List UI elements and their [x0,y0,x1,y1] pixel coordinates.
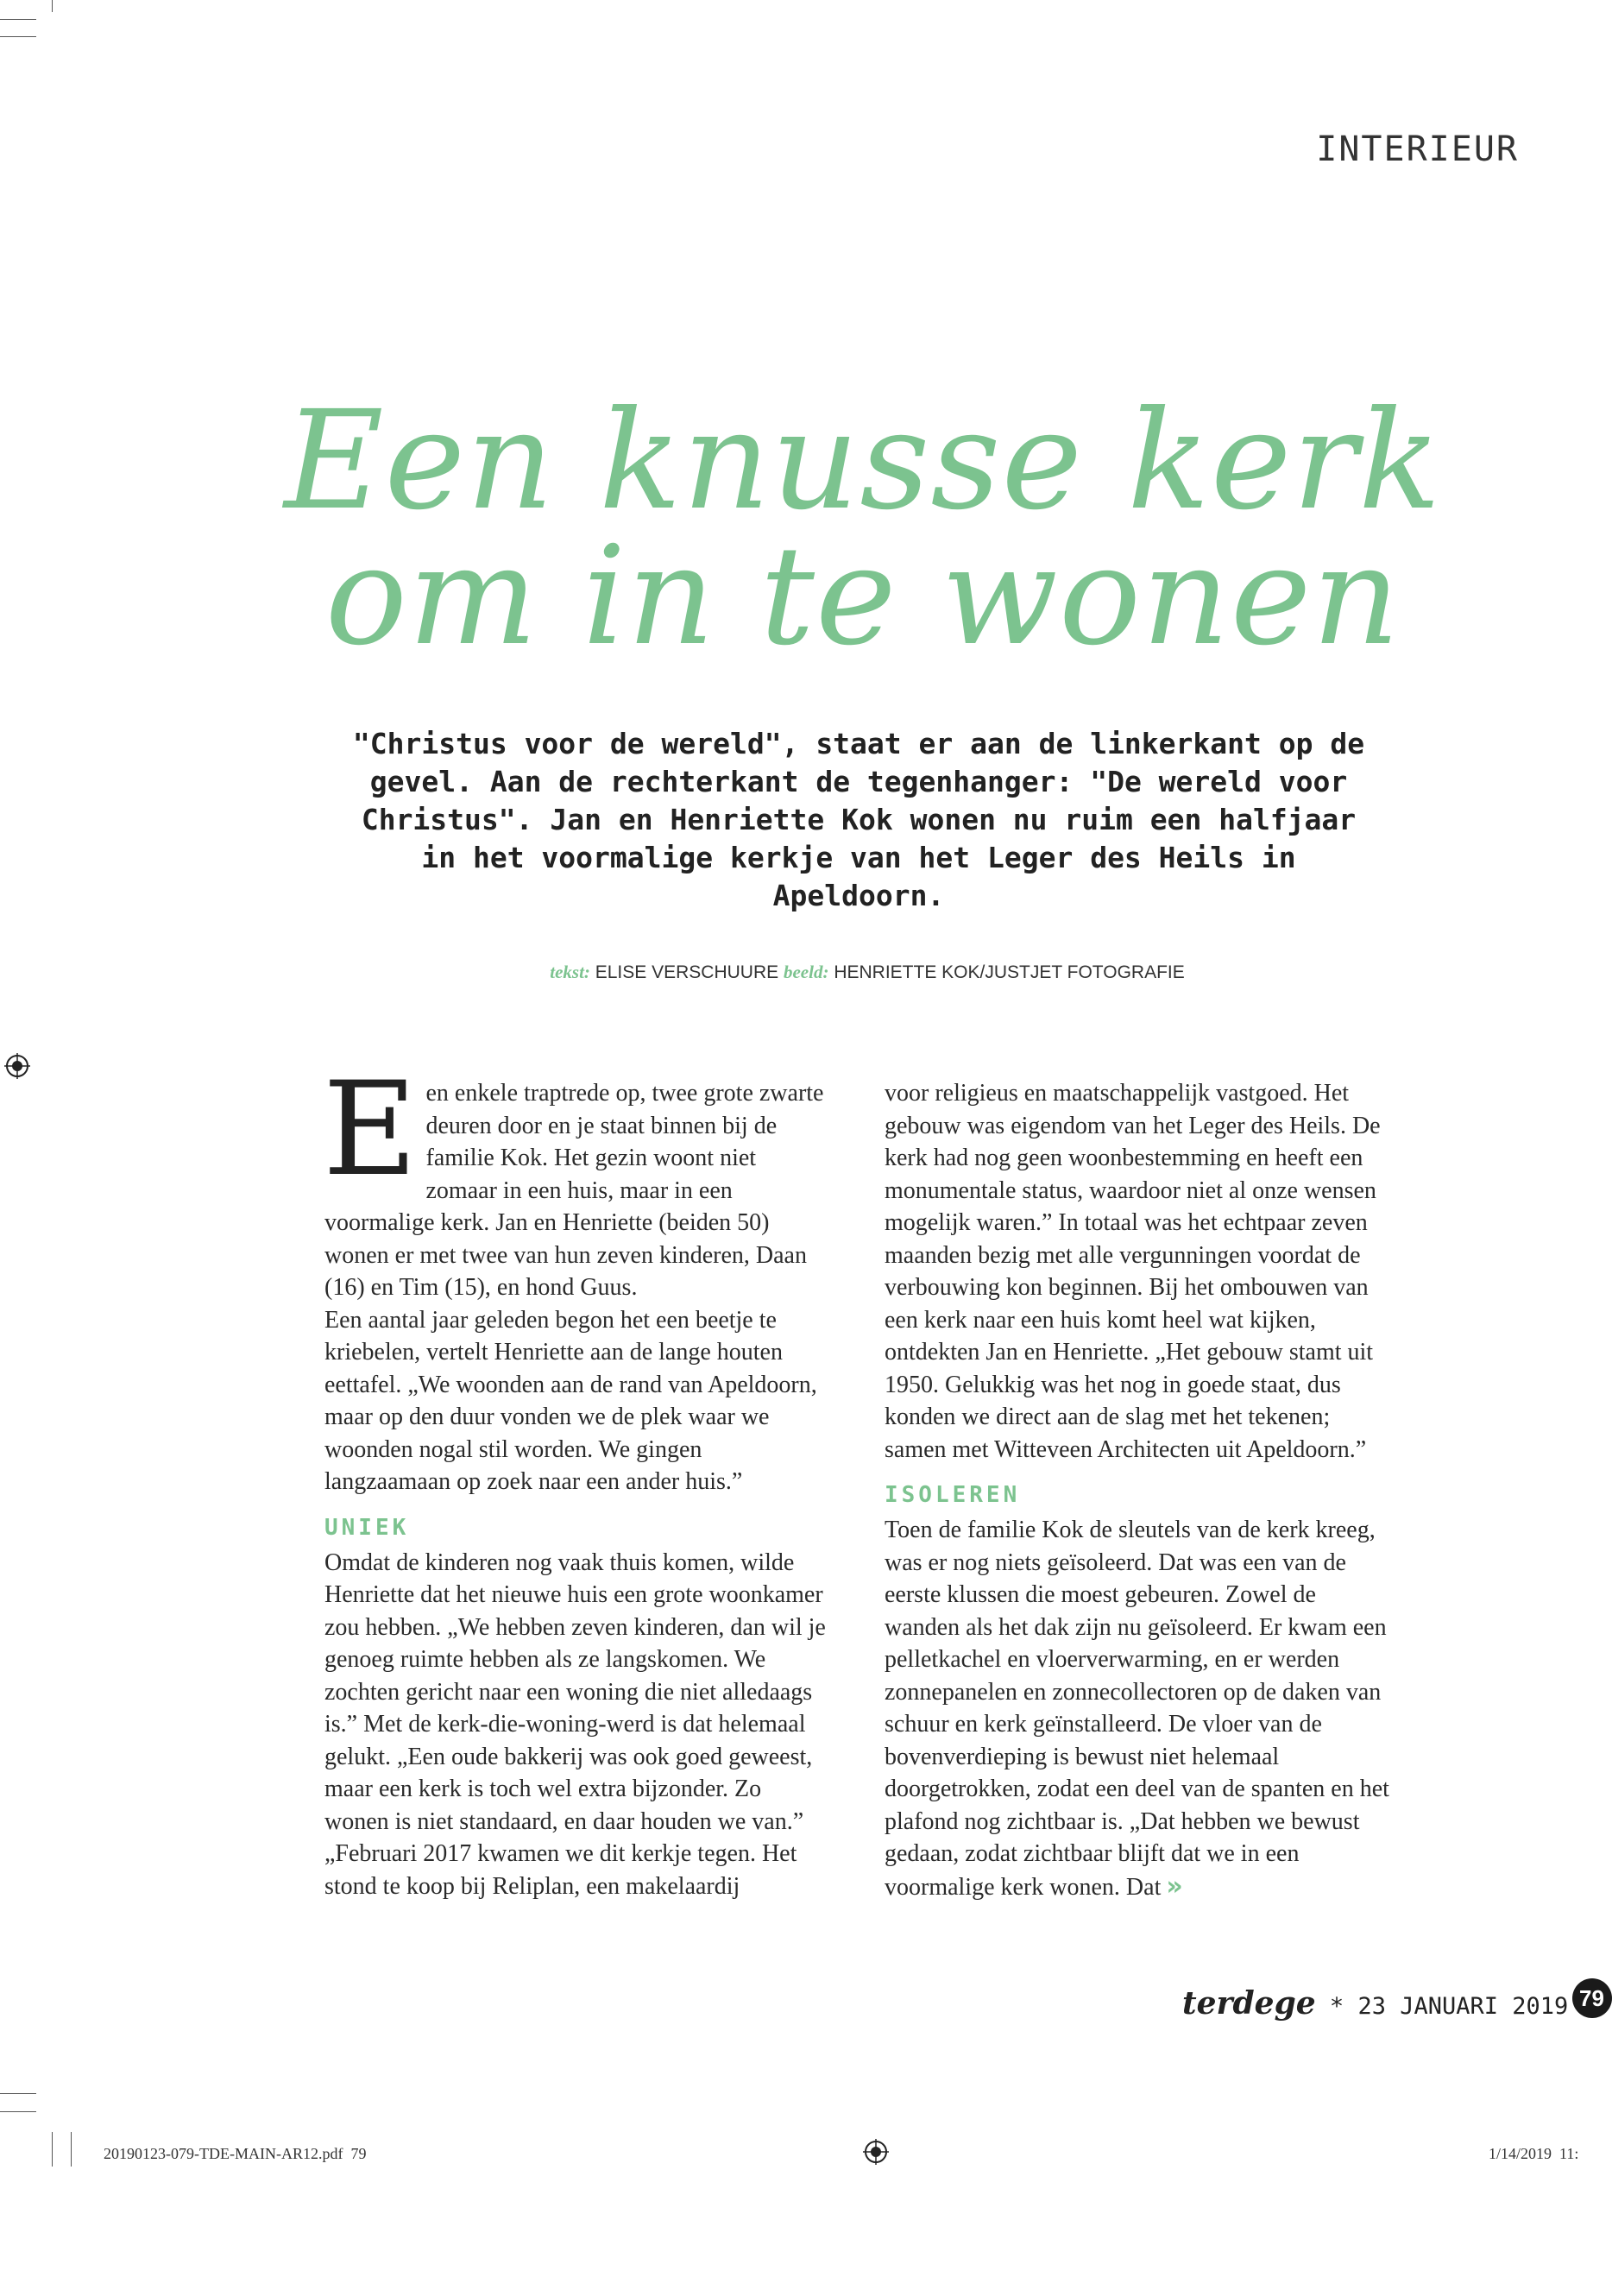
issue-date: 23 JANUARI 2019 [1357,1993,1569,2020]
print-slug-file: 20190123-079-TDE-MAIN-AR12.pdf 79 [104,2145,367,2162]
crop-mark [71,2132,72,2167]
headline-line-2: om in te wonen [324,517,1401,676]
page-footer [1182,1985,1569,2022]
registration-mark-icon [863,2139,889,2165]
continue-arrow-icon: » [1166,1870,1183,1902]
article-column-left [323,1055,829,1902]
article-paragraph: Een aantal jaar geleden begon het een beetje te kriebelen, vertelt Henriette aan de lange houten eettafel. „We woonden aan de rand van Apeldoorn, maar op den duur vonden we de plek waar we woonden nogal stil worden. We gingen langzaamaan op zoek naar een ander huis.” [324,1306,817,1495]
crop-mark [0,2093,36,2094]
print-slug-timestamp: 1/14/2019 11: [1489,2145,1579,2162]
article-column-right [885,1077,1389,1903]
crop-mark [52,0,53,12]
page-number: 79 [1572,1978,1612,2018]
section-label: INTERIEUR [1316,129,1519,169]
article-paragraph: „Februari 2017 kwamen we dit kerkje tegen. Het stond te koop bij Reliplan, een makelaardij [324,1840,797,1900]
article-paragraph: voor religieus en maatschappelijk vastgoed. Het gebouw was eigendom van het Leger des Heils. De kerk had nog geen woonbestemming en heeft een monumentale status, waardoor niet al onze wensen mogelijk waren.” In totaal was het echtpaar zeven maanden bezig met alle vergunningen voordat de verbouwing kon beginnen. Bij het ombouwen van een kerk naar een huis komt heel wat kijken, ontdekten Jan en Henriette. „Het gebouw stamt uit 1950. Gelukkig was het nog in goede staat, dus konden we direct aan de slag met het tekenen; samen met Witteveen Architecten uit Apeldoorn.” [885,1080,1381,1463]
photo-credit-author: HENRIETTE KOK/JUSTJET FOTOGRAFIE [834,962,1185,982]
article-paragraph: Omdat de kinderen nog vaak thuis komen, wilde Henriette dat het nieuwe huis een grote woonkamer zou hebben. „We hebben zeven kinderen, dan wil je genoeg ruimte hebben als ze langskomen. We zochten gericht naar een woning die niet alledaags is.” Met de kerk-die-woning-werd is dat helemaal gelukt. „Een oude bakkerij was ook goed geweest, maar een kerk is toch wel extra bijzonder. Zo wonen is niet standaard, en daar houden we van.” [324,1549,826,1835]
headline-line-1: Een knusse kerk [284,382,1442,540]
footer-separator: * [1329,1993,1344,2020]
registration-mark-icon [4,1053,30,1079]
drop-cap: E [323,1055,418,1205]
photo-credit-label: beeld: [783,962,829,982]
text-credit-author: ELISE VERSCHUURE [595,962,779,982]
intro-text: "Christus voor de wereld", staat er aan de linkerkant op de gevel. Aan de rechterkant de tegenhanger: "De wereld voor Christus". Jan en Henriette Kok wonen nu ruim een halfjaar in het voormalige kerkje van het Leger des Heils in Apeldoorn. [352,727,1365,912]
text-credit-label: tekst: [550,962,590,982]
article-paragraph: Toen de familie Kok de sleutels van de kerk kreeg, was er nog niets geïsoleerd. Dat was een van de eerste klussen die moest gebeuren. Zowel de wanden als het dak zijn nu geïsoleerd. Er kwam een pelletkachel en vloerverwarming, en er werden zonnepanelen en zonnecollectoren op de daken van schuur en kerk geïnstalleerd. De vloer van de bovenverdieping is bewust niet helemaal doorgetrokken, zodat een deel van de spanten en het plafond nog zichtbaar is. „Dat hebben we bewust gedaan, zodat zichtbaar blijft dat we in een voormalige kerk wonen. Dat » [885,1517,1389,1902]
crop-mark [0,2111,36,2112]
subhead-isoleren: ISOLEREN [885,1482,1021,1508]
crop-mark [0,36,36,37]
crop-mark [0,19,36,20]
article-paragraph: Een enkele traptrede op, twee grote zwarte deuren door en je staat binnen bij de familie Kok. Het gezin woont niet zomaar in een huis, maar in een voormalige kerk. Jan en Henriette (beiden 50) wonen er met twee van hun zeven kinderen, Daan (16) en Tim (15), en hond Guus. [323,1055,824,1301]
crop-mark [52,2132,53,2167]
magazine-brand: terdege [1182,1985,1316,2022]
credits [431,962,1303,983]
subhead-uniek: UNIEK [324,1514,410,1541]
